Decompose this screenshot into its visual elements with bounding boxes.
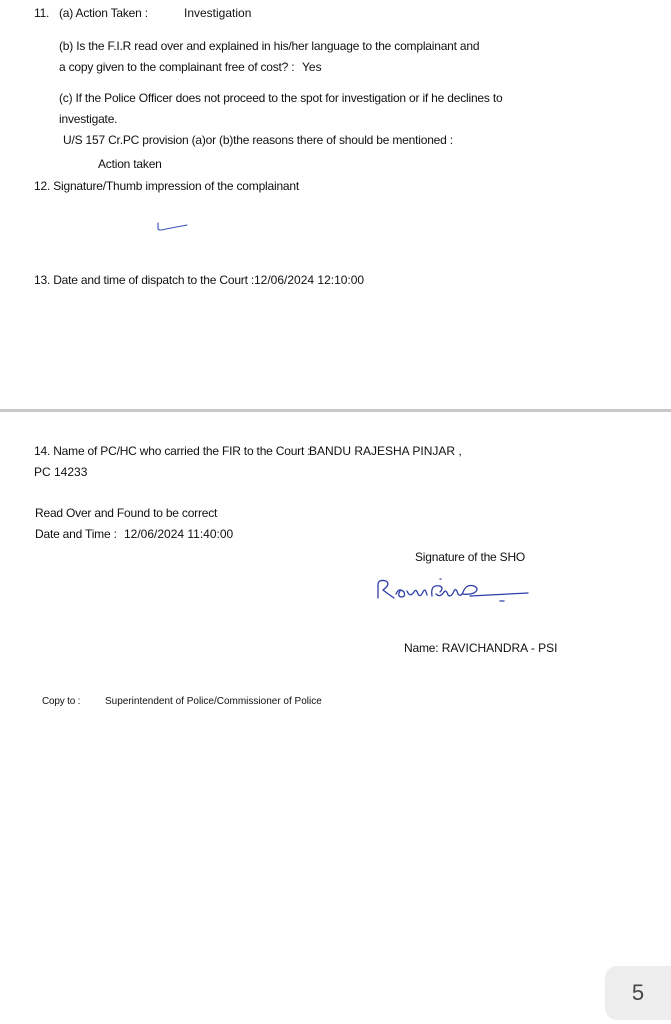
page-number: 5 — [631, 980, 645, 1005]
copy-to-value: Superintendent of Police/Commissioner of Police — [105, 696, 322, 707]
item11-b-line2: a copy given to the complainant free of cost? : — [59, 60, 295, 74]
sho-name-value: RAVICHANDRA - PSI — [441, 641, 558, 655]
item11-c-value: Action taken — [98, 157, 162, 171]
item14-label: 14. Name of PC/HC who carried the FIR to the Court : — [34, 444, 311, 458]
item11-action-taken-value: Investigation — [184, 6, 252, 20]
item11-c-line2: investigate. — [59, 112, 118, 126]
sho-signature-label: Signature of the SHO — [415, 550, 526, 564]
item13-value: 12/06/2024 12:10:00 — [254, 273, 365, 287]
item14-value-line2: PC 14233 — [34, 465, 88, 479]
item11-b-value: Yes — [302, 60, 322, 74]
item12-label: 12. Signature/Thumb impression of the complainant — [34, 179, 300, 193]
item11-action-taken-label: (a) Action Taken : — [59, 6, 148, 20]
sho-name-row — [404, 641, 558, 655]
page-number-badge — [605, 966, 671, 1020]
sho-signature-mark — [370, 572, 540, 612]
item11-b-line1: (b) Is the F.I.R read over and explained in his/her language to the complainant and — [59, 39, 480, 53]
date-time-value: 12/06/2024 11:40:00 — [124, 527, 234, 541]
read-over-text: Read Over and Found to be correct — [35, 506, 218, 520]
item13-label: 13. Date and time of dispatch to the Court : — [34, 273, 254, 287]
sho-name-label: Name: — [404, 641, 439, 655]
item11-number: 11. — [34, 6, 50, 20]
item11-c-line1: (c) If the Police Officer does not proceed to the spot for investigation or if he declines to — [59, 91, 503, 105]
page-divider — [0, 409, 671, 412]
item14-value: BANDU RAJESHA PINJAR , — [309, 444, 462, 458]
complainant-signature-mark — [154, 220, 194, 236]
item11-c-line3: U/S 157 Cr.PC provision (a)or (b)the reasons there of should be mentioned : — [63, 133, 453, 147]
date-time-label: Date and Time : — [35, 527, 117, 541]
copy-to-label: Copy to : — [42, 696, 81, 707]
